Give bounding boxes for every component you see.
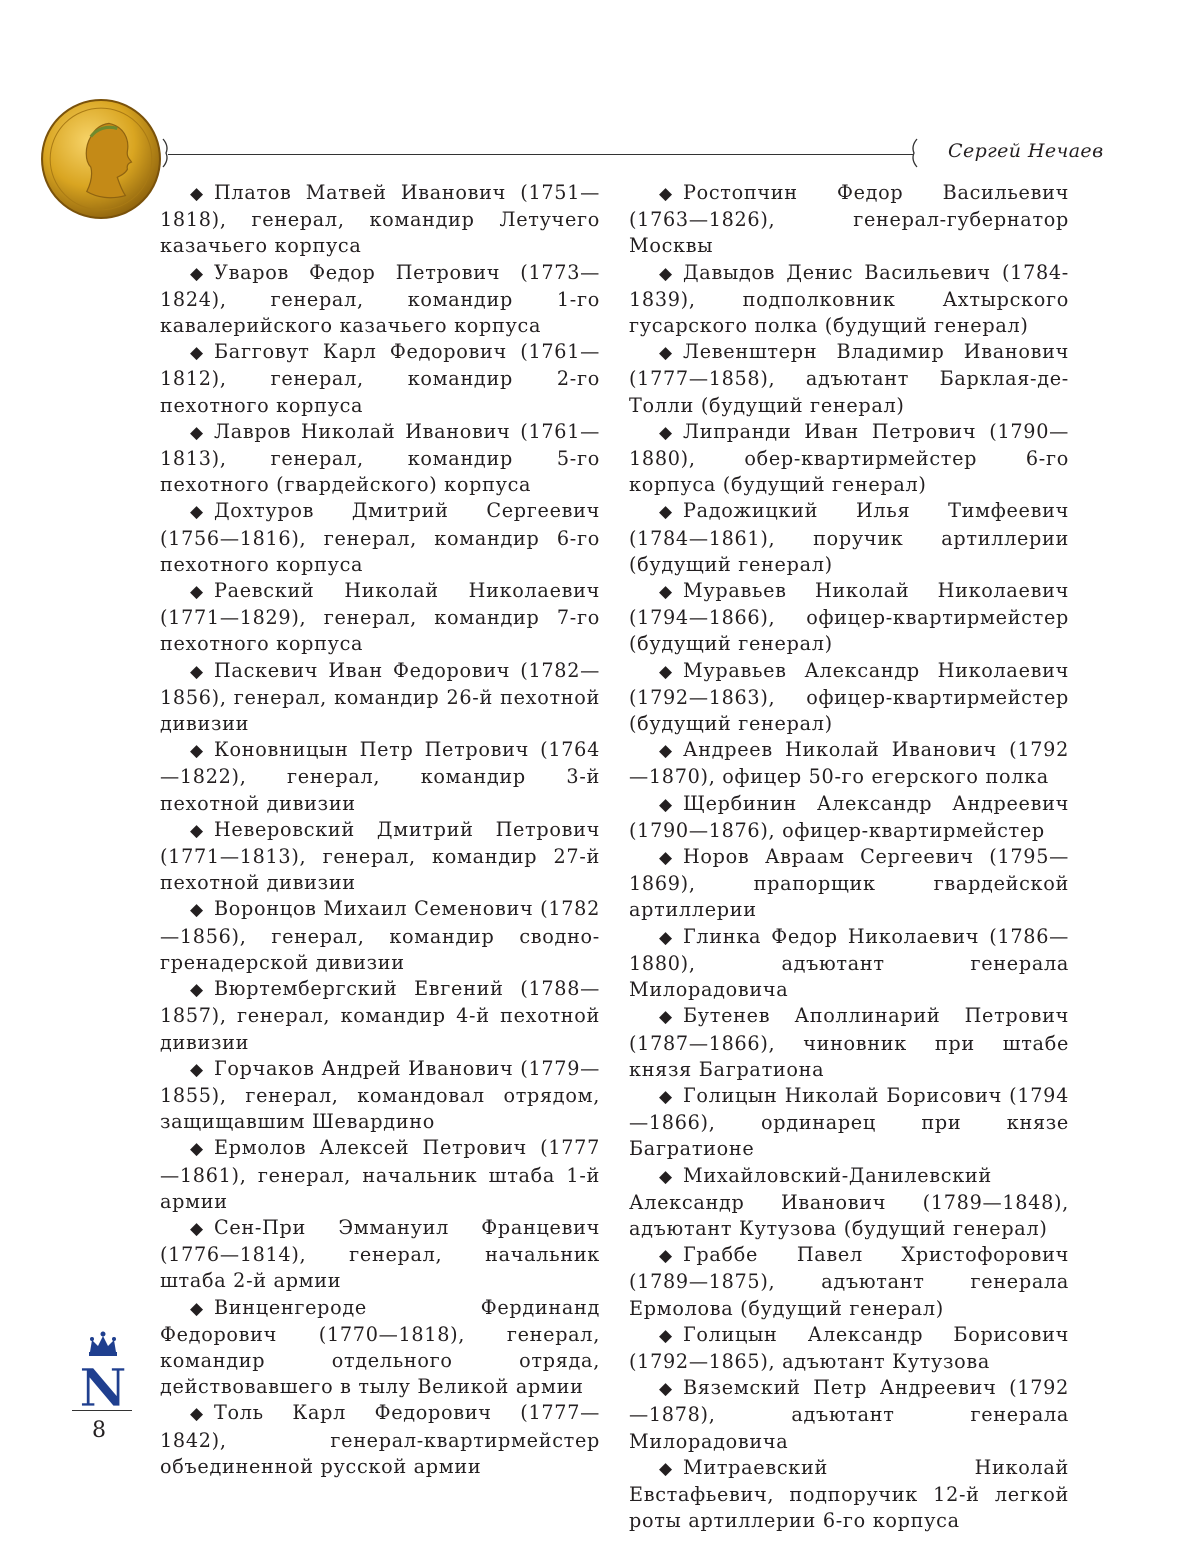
entry-text: Липранди Иван Петрович (1790—1880), обер-квартирмейстер 6-го корпуса (будущий генерал) [629,419,1069,497]
diamond-bullet-icon: ◆ [659,582,673,603]
diamond-bullet-icon: ◆ [190,661,204,682]
list-item [629,1375,1069,1455]
list-item [160,1215,600,1295]
list-item [629,737,1069,790]
diamond-bullet-icon: ◆ [659,1166,673,1187]
header-rule [168,154,914,155]
entry-text: Глинка Федор Николаевич (1786—1880), адъютант генерала Милорадовича [629,924,1069,1002]
svg-text:N: N [79,1358,127,1410]
list-item [629,260,1069,340]
entry-text: Муравьев Александр Николаевич (1792—1863), офицер-квартирмейстер (будущий генерал) [629,658,1069,736]
list-item [160,578,600,658]
entry-text: Вяземский Петр Андреевич (1792—1878), адъютант генерала Милорадовича [629,1376,1069,1453]
list-item [629,791,1069,844]
diamond-bullet-icon: ◆ [190,263,204,284]
entry-text: Багговут Карл Федорович (1761—1812), генерал, командир 2-го пехотного корпуса [160,340,600,417]
list-item [160,1135,600,1215]
list-item [160,180,600,260]
diamond-bullet-icon: ◆ [190,1059,204,1080]
list-item [160,1400,600,1480]
list-item [160,339,600,419]
diamond-bullet-icon: ◆ [659,343,673,364]
diamond-bullet-icon: ◆ [190,980,204,1001]
entry-text: Митраевский Николай Евстафьевич, подпоручик 12-й легкой роты артиллерии 6-го корпуса [629,1455,1069,1533]
entry-text: Ермолов Алексей Петрович (1777—1861), генерал, начальник штаба 1-й армии [160,1136,600,1213]
diamond-bullet-icon: ◆ [659,1007,673,1028]
diamond-bullet-icon: ◆ [659,927,673,948]
list-item [629,1242,1069,1322]
list-item [160,817,600,897]
list-item [160,658,600,738]
running-header-author: Сергей Нечаев [948,140,1104,162]
diamond-bullet-icon: ◆ [190,582,204,603]
list-item [629,924,1069,1004]
entry-text: Платов Матвей Иванович (1751—1818), генерал, командир Летучего казачьего корпуса [160,181,600,258]
diamond-bullet-icon: ◆ [659,848,673,869]
diamond-bullet-icon: ◆ [659,263,673,284]
list-item [160,1295,600,1401]
diamond-bullet-icon: ◆ [190,820,204,841]
diamond-bullet-icon: ◆ [190,741,204,762]
entry-text: Неверовский Дмитрий Петрович (1771—1813), генерал, командир 27-й пехотной дивизии [160,817,600,895]
list-item [160,976,600,1056]
entry-text: Паскевич Иван Федорович (1782—1856), генерал, командир 26-й пехотной дивизии [160,658,600,736]
list-item [160,498,600,578]
diamond-bullet-icon: ◆ [659,741,673,762]
entry-text: Левенштерн Владимир Иванович (1777—1858), адъютант Барклая-де-Толли (будущий генерал) [629,340,1069,417]
right-column [629,180,1069,1534]
diamond-bullet-icon: ◆ [659,1379,673,1400]
entry-text: Ростопчин Федор Васильевич (1763—1826), генерал-губернатор Москвы [629,181,1069,258]
diamond-bullet-icon: ◆ [190,900,204,921]
list-item [629,1083,1069,1163]
header-bracket-right-icon [910,138,918,168]
list-item [629,1003,1069,1083]
list-item [160,1056,600,1136]
entry-text: Андреев Николай Иванович (1792—1870), офицер 50-го егерского полка [629,738,1069,789]
entry-text: Сен-При Эммануил Францевич (1776—1814), генерал, начальник штаба 2-й армии [160,1215,600,1293]
napoleon-monogram-icon [78,1330,128,1410]
header-bracket-left-icon [162,138,170,168]
entry-text: Уваров Федор Петрович (1773—1824), генерал, командир 1-го кавалерийского казачьего корпуса [160,260,600,338]
entry-text: Норов Авраам Сергеевич (1795—1869), прапорщик гвардейской артиллерии [629,845,1069,922]
entry-text: Коновницын Петр Петрович (1764—1822), генерал, командир 3-й пехотной дивизии [160,738,600,815]
diamond-bullet-icon: ◆ [659,422,673,443]
diamond-bullet-icon: ◆ [659,1325,673,1346]
napoleon-medal-icon [40,98,162,220]
entry-text: Щербинин Александр Андреевич (1790—1876), офицер-квартирмейстер [629,791,1069,842]
entry-text: Михайловский-Данилевский Александр Иванович (1789—1848), адъютант Кутузова (будущий генерал) [629,1163,1069,1240]
diamond-bullet-icon: ◆ [659,794,673,815]
entry-text: Голицын Александр Борисович (1792—1865), адъютант Кутузова [629,1322,1069,1373]
diamond-bullet-icon: ◆ [190,1298,204,1319]
list-item [629,578,1069,658]
entry-text: Винценгероде Фердинанд Федорович (1770—1818), генерал, командир отдельного отряда, действовавшего в тылу Великой армии [160,1295,600,1399]
entry-text: Вюртембергский Евгений (1788—1857), генерал, командир 4-й пехотной дивизии [160,977,600,1054]
entry-text: Горчаков Андрей Иванович (1779—1855), генерал, командовал отрядом, защищавшим Шевардино [160,1056,600,1134]
list-item [629,844,1069,924]
entry-text: Граббе Павел Христофорович (1789—1875), адъютант генерала Ермолова (будущий генерал) [629,1243,1069,1320]
diamond-bullet-icon: ◆ [190,184,204,204]
list-item [629,1322,1069,1375]
diamond-bullet-icon: ◆ [190,343,204,364]
list-item [160,260,600,340]
entry-text: Воронцов Михаил Семенович (1782—1856), генерал, командир сводно-гренадерской дивизии [160,897,600,974]
list-item [629,180,1069,260]
diamond-bullet-icon: ◆ [659,502,673,523]
diamond-bullet-icon: ◆ [659,184,673,204]
diamond-bullet-icon: ◆ [659,1086,673,1107]
entry-text: Лавров Николай Иванович (1761—1813), генерал, командир 5-го пехотного (гвардейского) корпуса [160,419,600,497]
page-number-rule [72,1410,132,1411]
entry-text: Раевский Николай Николаевич (1771—1829), генерал, командир 7-го пехотного корпуса [160,579,600,656]
diamond-bullet-icon: ◆ [659,661,673,682]
diamond-bullet-icon: ◆ [659,1246,673,1267]
entry-text: Голицын Николай Борисович (1794—1866), ординарец при князе Багратионе [629,1083,1069,1161]
list-item [160,419,600,499]
entry-text: Толь Карл Федорович (1777—1842), генерал-квартирмейстер объединенной русской армии [160,1401,600,1478]
diamond-bullet-icon: ◆ [659,1458,673,1479]
diamond-bullet-icon: ◆ [190,422,204,443]
diamond-bullet-icon: ◆ [190,502,204,523]
list-item [629,339,1069,419]
entry-text: Бутенев Аполлинарий Петрович (1787—1866), чиновник при штабе князя Багратиона [629,1004,1069,1081]
list-item [629,1163,1069,1243]
list-item [629,498,1069,578]
entry-text: Дохтуров Дмитрий Сергеевич (1756—1816), генерал, командир 6-го пехотного корпуса [160,499,600,576]
diamond-bullet-icon: ◆ [190,1218,204,1239]
entry-text: Муравьев Николай Николаевич (1794—1866), офицер-квартирмейстер (будущий генерал) [629,579,1069,656]
list-item [629,1455,1069,1535]
list-item [629,419,1069,499]
left-column [160,180,600,1480]
page-number: 8 [92,1418,106,1443]
diamond-bullet-icon: ◆ [190,1404,204,1425]
list-item [629,658,1069,738]
list-item [160,737,600,817]
list-item [160,896,600,976]
entry-text: Давыдов Денис Васильевич (1784-1839), подполковник Ахтырского гусарского полка (будущий генерал) [629,260,1069,338]
entry-text: Радожицкий Илья Тимфеевич (1784—1861), поручик артиллерии (будущий генерал) [629,499,1069,576]
diamond-bullet-icon: ◆ [190,1139,204,1160]
